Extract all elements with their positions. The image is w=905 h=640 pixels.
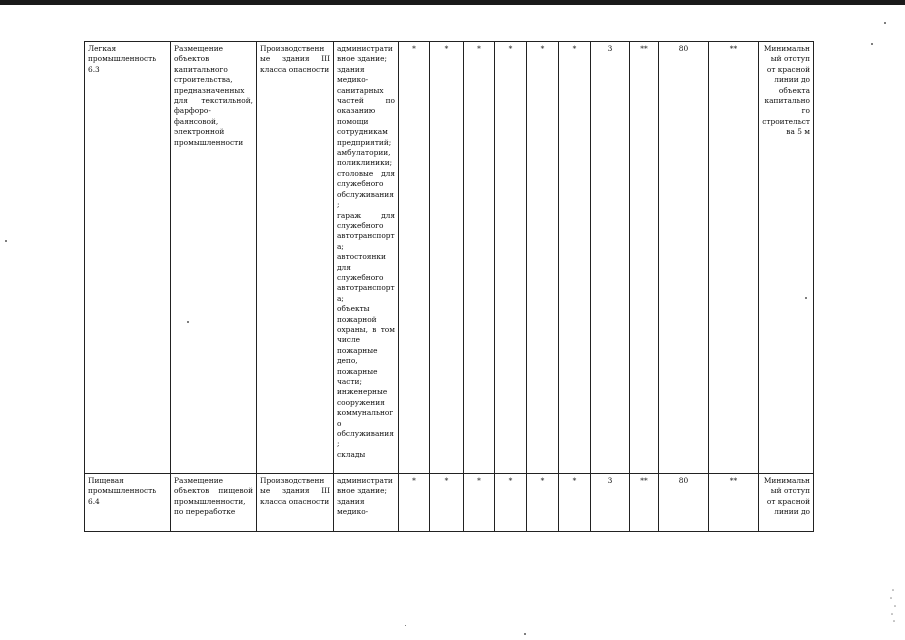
use-description: Размещение объектов капитального строительства, предназначенных для текстильной, фарфоро-фаянсовой, электронной промышленности xyxy=(171,42,257,474)
scan-speck xyxy=(805,297,807,299)
param-cell: * xyxy=(464,474,495,532)
main-use: Производственные здания III класса опасности xyxy=(257,42,334,474)
scan-speck xyxy=(5,240,7,242)
param-cell: ** xyxy=(630,474,659,532)
param-cell: * xyxy=(559,474,591,532)
param-cell: * xyxy=(527,474,559,532)
zoning-regulations-table xyxy=(84,41,814,532)
use-description: Размещение объектов пищевой промышленности, по переработке xyxy=(171,474,257,532)
auxiliary-uses: административное здание; здания медико-санитарных частей по оказанию помощи сотрудникам предприятий; амбулатории, поликлиники; столовые для служебного обслуживания; гараж для служебного автотранспорта; автостоянки для служебного автотранспорта; объекты пожарной охраны, в том числе пожарные депо, пожарные части; инженерные сооружения коммунального обслуживания; склады xyxy=(334,42,399,474)
note-cell: Минимальный отступ от красной линии до объекта капитального строительства 5 м xyxy=(759,42,814,474)
document-page xyxy=(84,41,814,532)
param-cell: 3 xyxy=(591,474,630,532)
main-use: Производственные здания III класса опасности xyxy=(257,474,334,532)
param-cell: 80 xyxy=(659,42,709,474)
scan-speck xyxy=(871,43,873,45)
scan-top-edge xyxy=(0,0,905,5)
auxiliary-uses: административное здание; здания медико- xyxy=(334,474,399,532)
param-cell: * xyxy=(399,42,430,474)
table-row xyxy=(85,42,814,474)
param-cell: * xyxy=(527,42,559,474)
scan-speck xyxy=(884,22,886,24)
param-cell: ** xyxy=(630,42,659,474)
scan-speck xyxy=(405,625,406,626)
param-cell: * xyxy=(430,474,464,532)
param-cell: ** xyxy=(709,474,759,532)
scan-speck xyxy=(187,321,189,323)
note-cell: Минимальный отступ от красной линии до xyxy=(759,474,814,532)
use-name-code: Легкая промышленность 6.3 xyxy=(85,42,171,474)
use-name-code: Пищевая промышленность 6.4 xyxy=(85,474,171,532)
param-cell: 80 xyxy=(659,474,709,532)
scan-margin-marks xyxy=(887,586,899,626)
param-cell: * xyxy=(495,42,527,474)
param-cell: * xyxy=(495,474,527,532)
param-cell: * xyxy=(559,42,591,474)
param-cell: * xyxy=(430,42,464,474)
param-cell: * xyxy=(464,42,495,474)
param-cell: ** xyxy=(709,42,759,474)
table-row xyxy=(85,474,814,532)
param-cell: * xyxy=(399,474,430,532)
scan-speck xyxy=(524,633,526,635)
param-cell: 3 xyxy=(591,42,630,474)
